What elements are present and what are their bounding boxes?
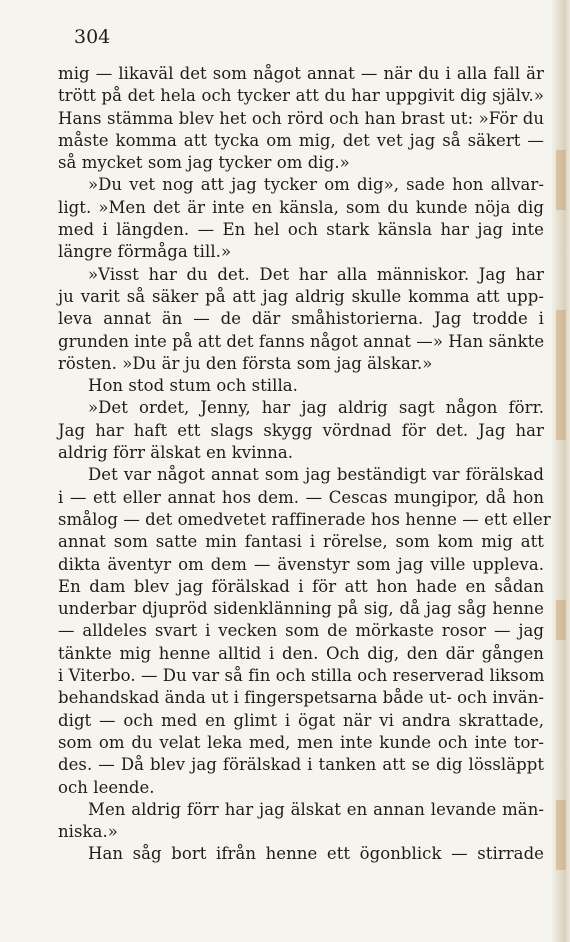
edge-stain [556,310,566,440]
text-line: En dam blev jag förälskad i för att hon hade en sådan [58,576,544,596]
text-line: Det var något annat som jag beständigt var förälskad [88,465,544,485]
body-text [58,63,551,866]
text-line: ligt. »Men det är inte en känsla, som du kunde nöja dig [58,197,544,217]
text-line: »Det ordet, Jenny, har jag aldrig sagt någon förr. [88,398,544,418]
text-line: — alldeles svart i vecken som de mörkaste rosor — jag [58,621,544,641]
text-line: niska.» [58,822,118,842]
text-line: digt — och med en glimt i ögat när vi andra skrattade, [58,710,544,730]
text-line: aldrig förr älskat en kvinna. [58,443,294,463]
text-line: des. — Då blev jag förälskad i tanken att se dig lössläppt [58,755,544,775]
text-line: som om du velat leka med, men inte kunde och inte tor- [58,732,544,752]
edge-stain [556,150,566,210]
text-line: behandskad ända ut i fingerspetsarna både ut- och invän- [58,688,544,708]
text-line: tänkte mig henne alltid i den. Och dig, den där gången [58,643,544,663]
text-line: så mycket som jag tycker om dig.» [58,153,350,173]
text-line: Han såg bort ifrån henne ett ögonblick — stirrade [88,844,544,864]
edge-stain [556,800,566,870]
text-line: måste komma att tycka om mig, det vet jag så säkert — [58,130,544,150]
text-line: i — ett eller annat hos dem. — Cescas mungipor, då hon [58,487,544,507]
page-number: 304 [74,26,111,48]
text-line: grunden inte på att det fanns något annat —» Han sänkte [58,331,545,351]
text-line: leva annat än — de där småhistorierna. Jag trodde i [58,309,544,329]
text-line: och leende. [58,777,155,797]
text-line: längre förmåga till.» [58,242,232,262]
text-line: dikta äventyr om dem — ävenstyr som jag ville uppleva. [58,554,544,574]
text-line: annat som satte min fantasi i rörelse, som kom mig att [58,532,544,552]
edge-stain [556,600,566,640]
page-edge [552,0,570,942]
text-line: Hon stod stum och stilla. [88,376,298,396]
text-line: »Du vet nog att jag tycker om dig», sade hon allvar- [88,175,544,195]
text-line: i Viterbo. — Du var så fin och stilla och reserverad liksom [58,666,545,686]
text-line: trött på det hela och tycker att du har uppgivit dig själv.» [58,86,544,106]
text-line: Hans stämma blev het och rörd och han brast ut: »För du [58,108,544,128]
text-line: Jag har haft ett slags skygg vördnad för det. Jag har [58,420,544,440]
text-line: mig — likaväl det som något annat — när du i alla fall är [58,64,544,83]
text-line: Men aldrig förr har jag älskat en annan levande män- [88,799,544,819]
text-line: underbar djupröd sidenklänning på sig, då jag såg henne [58,599,544,619]
text-line: ju varit så säker på att jag aldrig skulle komma att upp- [58,286,544,306]
text-line: med i längden. — En hel och stark känsla har jag inte [58,220,544,240]
text-line: smålog — det omedvetet raffinerade hos henne — ett eller [58,509,551,529]
text-line: »Visst har du det. Det har alla människor. Jag har [88,264,544,284]
text-line: rösten. »Du är ju den första som jag älskar.» [58,353,433,373]
